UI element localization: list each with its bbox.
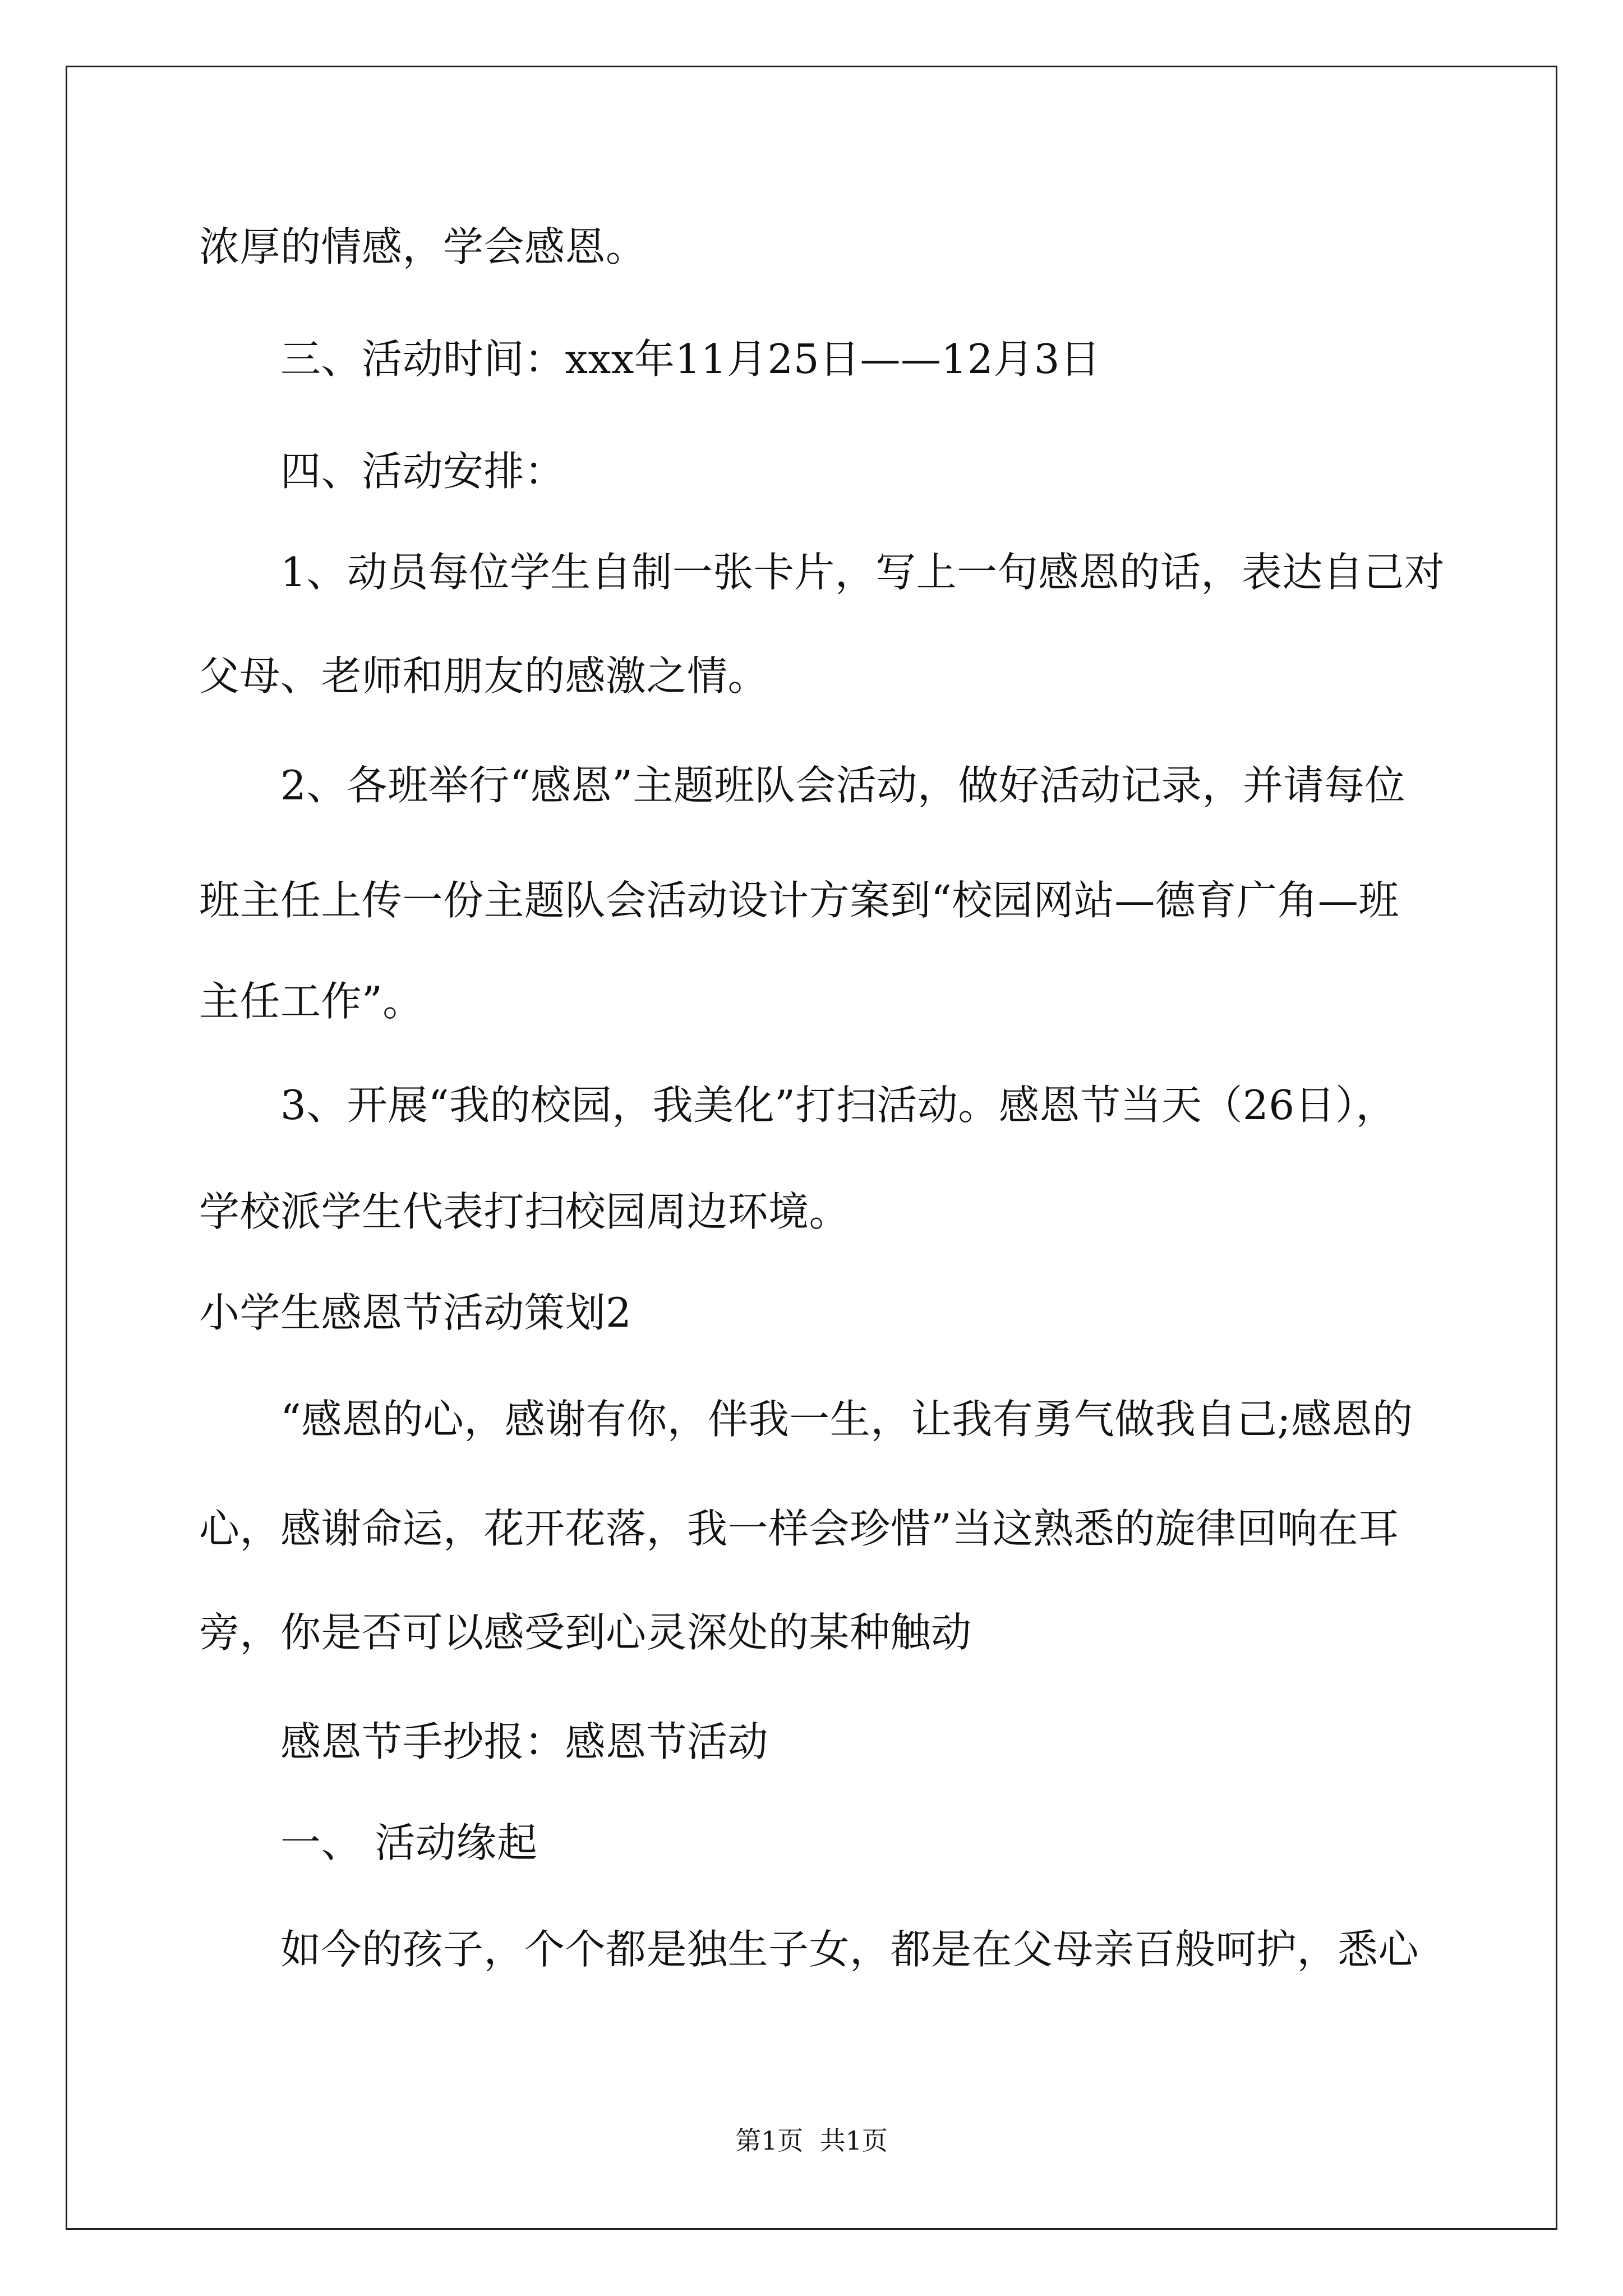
body-text-line: 学校派学生代表打扫校园周边环境。 [199,1188,850,1235]
body-text-line: 旁，你是否可以感受到心灵深处的某种触动 [199,1609,972,1656]
section-heading: 小学生感恩节活动策划2 [199,1289,632,1336]
page-footer: 第1页 共1页 [735,2125,888,2156]
body-text-line: 三、活动时间：xxx年11月25日——12月3日 [280,335,1101,383]
body-text-line: 感恩节手抄报：感恩节活动 [280,1718,769,1765]
body-text-line: 2、各班举行“感恩”主题班队会活动，做好活动记录，并请每位 [280,762,1405,809]
body-text-line: 班主任上传一份主题队会活动设计方案到“校园网站—德育广角—班 [199,877,1399,924]
body-text-line: 一、 活动缘起 [280,1819,538,1866]
body-text-line: 浓厚的情感，学会感恩。 [199,223,647,270]
body-text-line: 四、活动安排： [280,448,565,495]
body-text-line: 如今的孩子，个个都是独生子女，都是在父母亲百般呵护，悉心 [280,1926,1419,1973]
body-text-line: 1、动员每位学生自制一张卡片，写上一句感恩的话，表达自己对 [280,549,1445,596]
body-text-line: 3、开展“我的校园，我美化”打扫活动。感恩节当天（26日）， [280,1082,1397,1129]
body-text-line: 主任工作”。 [199,978,423,1025]
body-text-line: 父母、老师和朋友的感激之情。 [199,652,769,700]
body-text-line: 心，感谢命运，花开花落，我一样会珍惜”当这熟悉的旋律回响在耳 [199,1505,1399,1552]
body-text-line: “感恩的心，感谢有你，伴我一生，让我有勇气做我自己;感恩的 [280,1396,1413,1443]
page-border [66,66,1557,2230]
